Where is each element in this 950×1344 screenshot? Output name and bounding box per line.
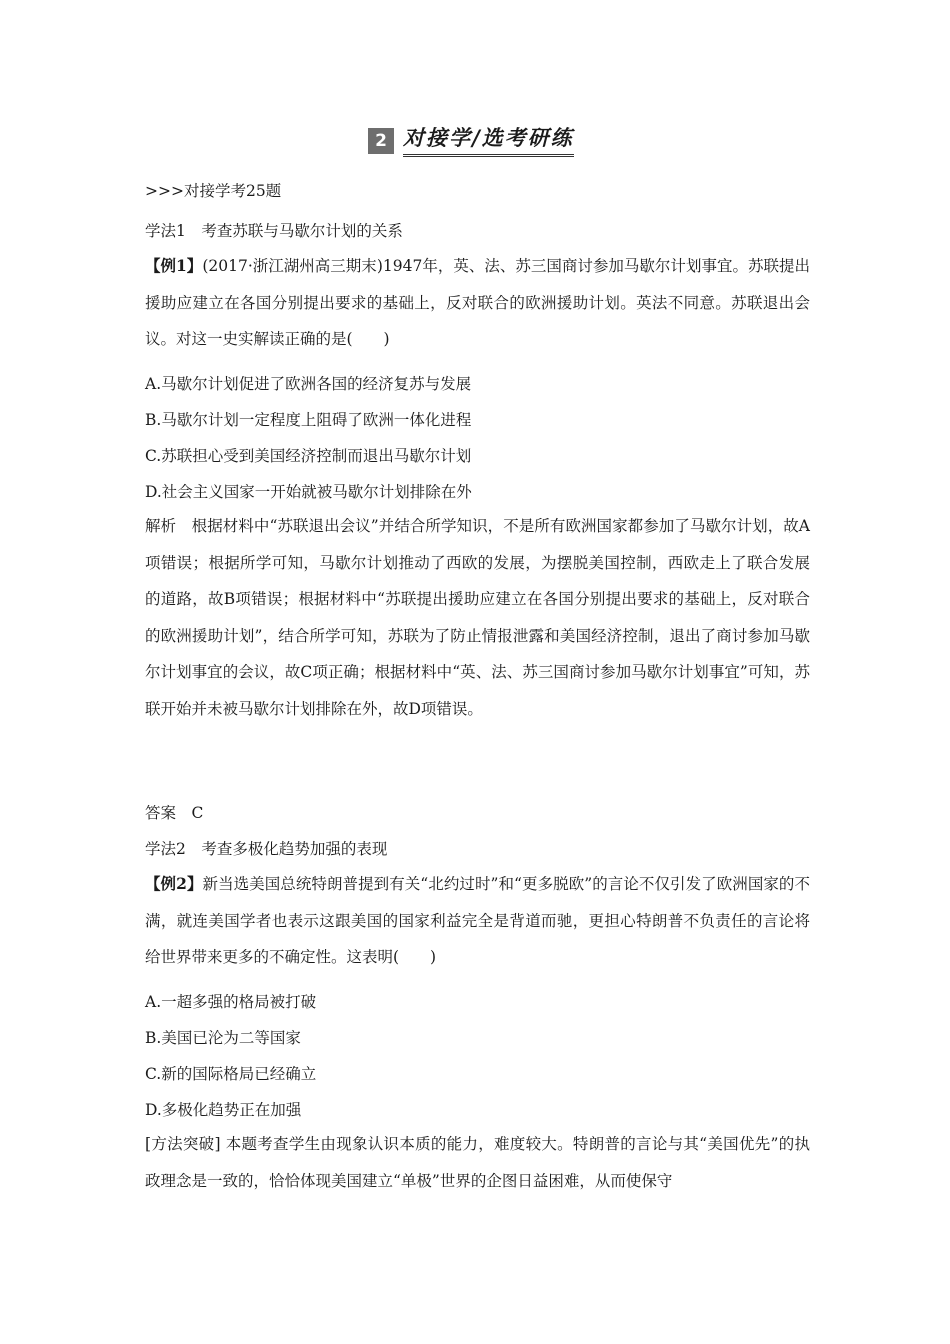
- section-label: >>>对接学考25题: [145, 182, 282, 200]
- example1-question-text: (2017·浙江湖州高三期末)1947年，英、法、苏三国商讨参加马歇尔计划事宜。苏联提出援助应建立在各国分别提出要求的基础上，反对联合的欧洲援助计划。英法不同意。苏联退出会议。对这一史实解读正确的是( ): [145, 257, 810, 348]
- example2-option-d: D.多极化趋势正在加强: [145, 1101, 302, 1119]
- example1-option-b: B.马歇尔计划一定程度上阻碍了欧洲一体化进程: [145, 411, 472, 429]
- example1-label: 【例1】: [145, 256, 203, 275]
- example1-analysis: 解析 根据材料中“苏联退出会议”并结合所学知识，不是所有欧洲国家都参加了马歇尔计划，故A项错误；根据所学可知，马歇尔计划推动了西欧的发展，为摆脱美国控制，西欧走上了联合发展的道路，故B项错误；根据材料中“苏联提出援助应建立在各国分别提出要求的基础上，反对联合的欧洲援助计划”，结合所学可知，苏联为了防止情报泄露和美国经济控制，退出了商讨参加马歇尔计划事宜的会议，故C项正确；根据材料中“英、法、苏三国商讨参加马歇尔计划事宜”可知，苏联开始并未被马歇尔计划排除在外，故D项错误。: [145, 517, 810, 718]
- method-breakthrough: [方法突破] 本题考查学生由现象认识本质的能力，难度较大。特朗普的言论与其“美国优先”的执政理念是一致的，恰恰体现美国建立“单极”世界的企图日益困难，从而使保守: [145, 1135, 810, 1190]
- example2-option-c: C.新的国际格局已经确立: [145, 1065, 317, 1083]
- example2-question-text: 新当选美国总统特朗普提到有关“北约过时”和“更多脱欧”的言论不仅引发了欧洲国家的不满，就连美国学者也表示这跟美国的国家利益完全是背道而驰，更担心特朗普不负责任的言论将给世界带来更多的不确定性。这表明( ): [145, 875, 810, 966]
- section-number-badge: 2: [368, 128, 394, 154]
- example1-option-a: A.马歇尔计划促进了欧洲各国的经济复苏与发展: [145, 375, 472, 393]
- example1-answer: 答案 C: [145, 804, 204, 822]
- section-header: [368, 124, 574, 158]
- method1-title: 学法1 考查苏联与马歇尔计划的关系: [145, 222, 403, 240]
- method2-title: 学法2 考查多极化趋势加强的表现: [145, 840, 388, 858]
- example2-option-a: A.一超多强的格局被打破: [145, 993, 317, 1011]
- example1-option-c: C.苏联担心受到美国经济控制而退出马歇尔计划: [145, 447, 472, 465]
- example2-option-b: B.美国已沦为二等国家: [145, 1029, 301, 1047]
- example2-label: 【例2】: [145, 874, 203, 893]
- example1-question: [145, 248, 810, 358]
- example1-option-d: D.社会主义国家一开始就被马歇尔计划排除在外: [145, 483, 472, 501]
- example2-question: [145, 866, 810, 976]
- section-title: 对接学/选考研练: [403, 125, 574, 157]
